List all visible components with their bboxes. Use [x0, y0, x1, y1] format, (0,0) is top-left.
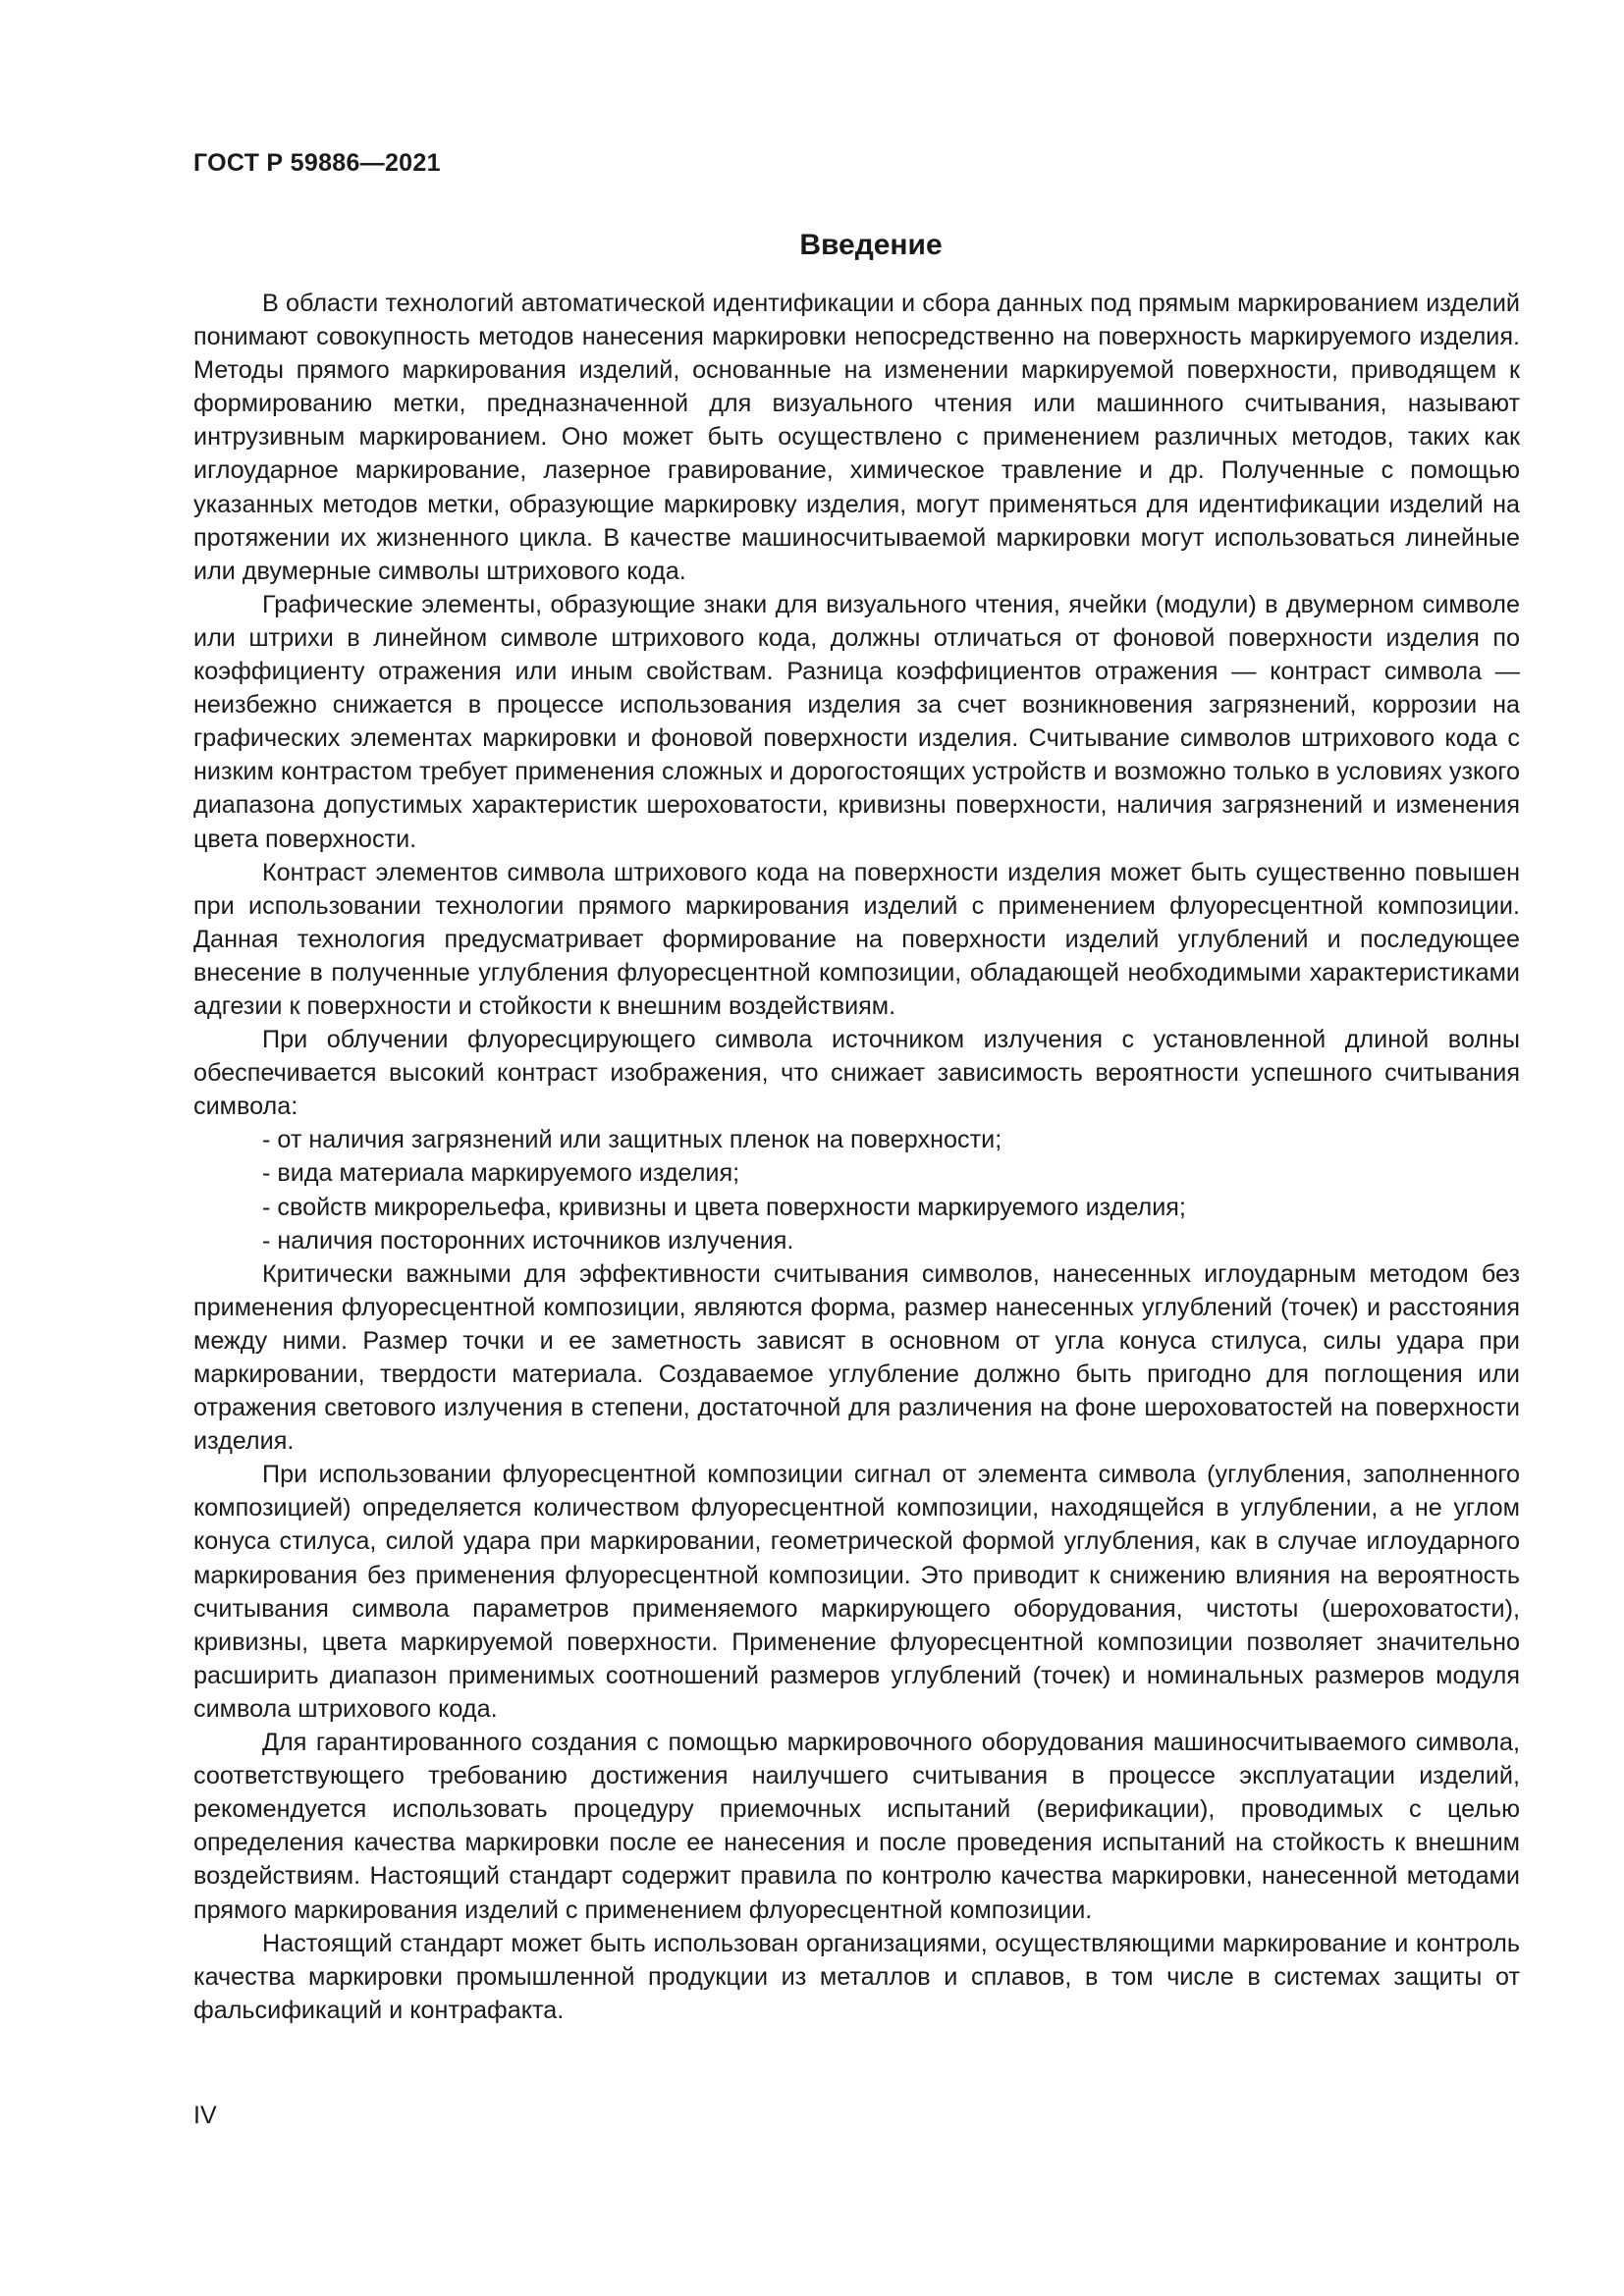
list-item: - вида материала маркируемого изделия; [262, 1159, 740, 1188]
paragraph-2: Графические элементы, образующие знаки для визуального чтения, ячейки (модули) в двумерном символе или штрихи в линейном символе штрихового кода, должны отличаться от фоновой поверхности изделия по коэффициенту отражения или иным свойствам. Разница коэффициентов отражения — контраст символа — неизбежно снижается в процессе использования изделия за счет возникновения загрязнений, коррозии на графических элементах маркировки и фоновой поверхности изделия. Считывание символов штрихового кода с низким контрастом требует применения сложных и дорогостоящих устройств и возможно только в условиях узкого диапазона допустимых характеристик шероховатости, кривизны поверхности, наличия загрязнений и изменения цвета поверхности. [193, 590, 1520, 853]
paragraph-1: В области технологий автоматической идентификации и сбора данных под прямым маркированием изделий понимают совокупность методов нанесения маркировки непосредственно на поверхность маркируемого изделия. Методы прямого маркирования изделий, основанные на изменении маркируемой поверхности, приводящем к формированию метки, предназначенной для визуального чтения или машинного считывания, называют интрузивным маркированием. Оно может быть осуществлено с применением различных методов, таких как иглоударное маркирование, лазерное гравирование, химическое травление и др. Полученные с помощью указанных методов метки, образующие маркировку изделия, могут применяться для идентификации изделий на протяжении их жизненного цикла. В качестве машиносчитываемой маркировки могут использоваться линейные или двумерные символы штрихового кода. [193, 290, 1520, 585]
dependency-list [193, 1123, 1520, 1256]
paragraph-7: Для гарантированного создания с помощью маркировочного оборудования машиносчитываемого символа, соответствующего требованию достижения наилучшего считывания в процессе эксплуатации изделий, рекомендуется использовать процедуру приемочных испытаний (верификации), проводимых с целью определения качества маркировки после ее нанесения и после проведения испытаний на стойкость к внешним воздействиям. Настоящий стандарт содержит правила по контролю качества маркировки, нанесенной методами прямого маркирования изделий с применением флуоресцентной композиции. [193, 1729, 1520, 1924]
paragraph-6: При использовании флуоресцентной композиции сигнал от элемента символа (углубления, заполненного композицией) определяется количеством флуоресцентной композиции, находящейся в углублении, а не углом конуса стилуса, силой удара при маркировании, геометрической формой углубления, как в случае иглоударного маркирования без применения флуоресцентной композиции. Это приводит к снижению влияния на вероятность считывания символа параметров применяемого маркирующего оборудования, чистоты (шероховатости), кривизны, цвета маркируемой поверхности. Применение флуоресцентной композиции позволяет значительно расширить диапазон применимых соотношений размеров углублений (точек) и номинальных размеров модуля символа штрихового кода. [193, 1461, 1520, 1723]
standard-designation: ГОСТ Р 59886—2021 [193, 149, 441, 177]
list-item: - наличия посторонних источников излучения. [262, 1226, 794, 1255]
paragraph-5: Критически важными для эффективности считывания символов, нанесенных иглоударным методом без применения флуоресцентной композиции, являются форма, размер нанесенных углублений (точек) и расстояния между ними. Размер точки и ее заметность зависят в основном от угла конуса стилуса, силы удара при маркировании, твердости материала. Создаваемое углубление должно быть пригодно для поглощения или отражения светового излучения в степени, достаточной для различения на фоне шероховатостей на поверхности изделия. [193, 1259, 1520, 1456]
paragraph-3: Контраст элементов символа штрихового кода на поверхности изделия может быть существенно повышен при использовании технологии прямого маркирования изделий с применением флуоресцентной композиции. Данная технология предусматривает формирование на поверхности изделий углублений и последующее внесение в полученные углубления флуоресцентной композиции, обладающей необходимыми характеристиками адгезии к поверхности и стойкости к внешним воздействиям. [193, 858, 1520, 1020]
list-item: - от наличия загрязнений или защитных пленок на поверхности; [262, 1126, 1002, 1154]
section-title: Введение [799, 229, 943, 261]
list-item: - свойств микрорельефа, кривизны и цвета поверхности маркируемого изделия; [262, 1193, 1186, 1221]
paragraph-4: При облучении флуоресцирующего символа источником излучения с установленной длиной волны обеспечивается высокий контраст изображения, что снижает зависимость вероятности успешного считывания символа: [193, 1026, 1520, 1121]
document-body [193, 287, 1520, 2027]
page-number: IV [193, 2102, 217, 2129]
paragraph-8: Настоящий стандарт может быть использован организациями, осуществляющими маркирование и контроль качества маркировки промышленной продукции из металлов и сплавов, в том числе в системах защиты от фальсификаций и контрафакта. [193, 1929, 1520, 2024]
